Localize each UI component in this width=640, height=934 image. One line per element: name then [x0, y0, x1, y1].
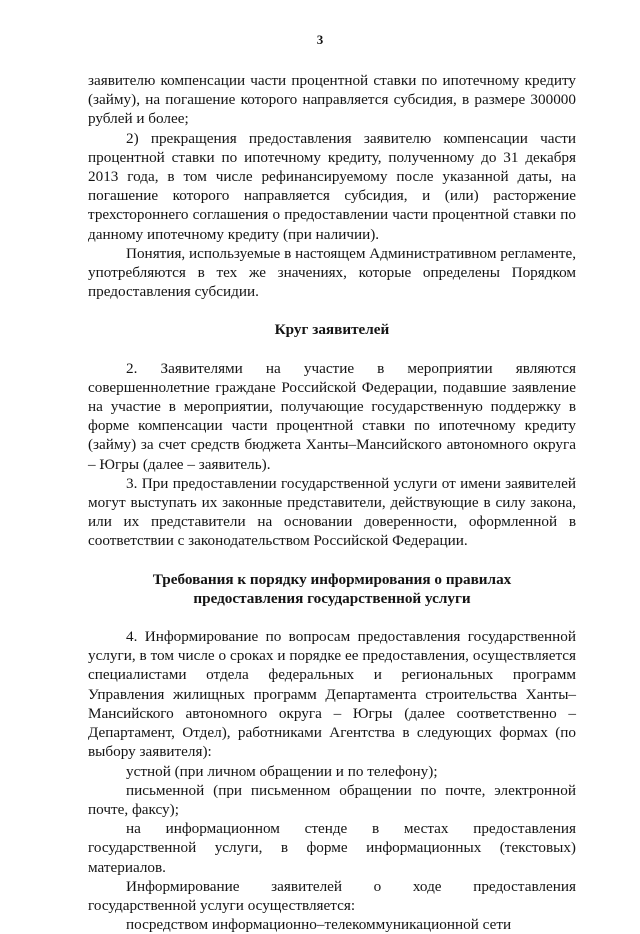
paragraph-4: 2. Заявителями на участие в мероприятии являются совершеннолетние граждане Российской Федерации, подавшие заявление на участие в мероприятии, получающие государственную поддержку в форме компенсации части процентной ставки по ипотечному кредиту (займу) за счет средств бюджета Ханты–Мансийского автономного округа – Югры (далее – заявитель).	[88, 359, 576, 473]
heading-informing-line-2: предоставления государственной услуги	[193, 589, 471, 607]
page-number: 3	[316, 32, 324, 47]
paragraph-10: Информирование заявителей о ходе предоставления государственной услуги осуществляется:	[88, 877, 576, 914]
paragraph-3: Понятия, используемые в настоящем Административном регламенте, употребляются в тех же значениях, которые определены Порядком предоставления субсидии.	[88, 244, 576, 301]
paragraph-5: 3. При предоставлении государственной услуги от имени заявителей могут выступать их законные представители, действующие в силу закона, или их представители на основании доверенности, оформленной в соответствии с законодательством Российской Федерации.	[88, 474, 576, 550]
paragraph-6: 4. Информирование по вопросам предоставления государственной услуги, в том числе о сроках и порядке ее предоставления, осуществляется специалистами отдела федеральных и региональных программ Управления жилищных программ Департамента строительства Ханты–Мансийского автономного округа – Югры (далее соответственно – Департамент, Отдел), работниками Агентства в следующих формах (по выбору заявителя):	[88, 628, 576, 761]
paragraph-8: письменной (при письменном обращении по почте, электронной почте, факсу);	[88, 781, 576, 818]
heading-applicants: Круг заявителей	[274, 321, 390, 339]
document-body	[88, 71, 576, 934]
paragraph-11: посредством информационно–телекоммуникационной сети	[126, 916, 512, 934]
paragraph-1: заявителю компенсации части процентной ставки по ипотечному кредиту (займу), на погашение которого направляется субсидия, в размере 300000 рублей и более;	[88, 72, 576, 128]
paragraph-2: 2) прекращения предоставления заявителю компенсации части процентной ставки по ипотечному кредиту, полученному до 31 декабря 2013 года, в том числе рефинансируемому после указанной даты, на погашение которого направляется субсидия, и (или) расторжение трехстороннего соглашения о предоставлении части процентной ставки по данному ипотечному кредиту (при наличии).	[88, 129, 576, 243]
heading-informing-line-1: Требования к порядку информирования о правилах	[152, 570, 512, 588]
paragraph-7: устной (при личном обращении и по телефону);	[126, 762, 438, 780]
paragraph-9: на информационном стенде в местах предоставления государственной услуги, в форме информационных (текстовых) материалов.	[88, 820, 576, 876]
